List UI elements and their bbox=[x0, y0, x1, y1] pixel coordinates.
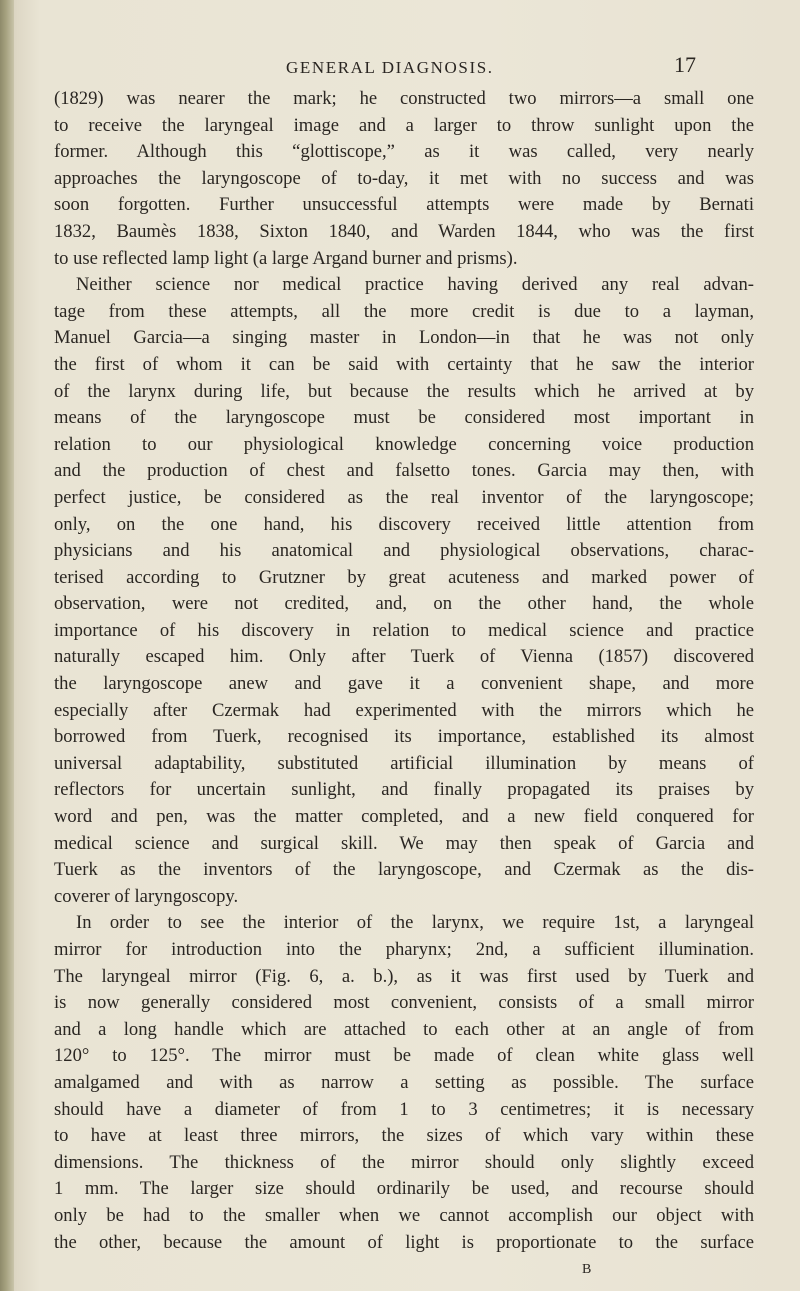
text-line: especially after Czermak had experimented with the mirrors which he bbox=[54, 699, 754, 721]
text-line: 1832, Baumès 1838, Sixton 1840, and Warden 1844, who was the first bbox=[54, 220, 754, 242]
page-binding-edge bbox=[0, 0, 14, 1291]
text-line: is now generally considered most convenient, consists of a small mirror bbox=[54, 992, 754, 1014]
text-line: the first of whom it can be said with certainty that he saw the interior bbox=[54, 353, 754, 375]
text-line: dimensions. The thickness of the mirror should only slightly exceed bbox=[54, 1151, 754, 1173]
text-line: Neither science nor medical practice having derived any real advan- bbox=[76, 274, 754, 296]
running-head bbox=[54, 52, 754, 82]
text-line: importance of his discovery in relation to medical science and practice bbox=[54, 619, 754, 641]
running-title: GENERAL DIAGNOSIS. bbox=[286, 58, 494, 77]
text-line: mirror for introduction into the pharynx; 2nd, a sufficient illumination. bbox=[54, 939, 754, 960]
text-line: and the production of chest and falsetto tones. Garcia may then, with bbox=[54, 460, 754, 482]
text-line: means of the laryngoscope must be considered most important in bbox=[54, 407, 754, 429]
text-line: only, on the one hand, his discovery received little attention from bbox=[54, 513, 754, 535]
text-line: borrowed from Tuerk, recognised its importance, established its almost bbox=[54, 726, 754, 748]
page-number: 17 bbox=[674, 52, 696, 77]
text-line: should have a diameter of from 1 to 3 centimetres; it is necessary bbox=[54, 1098, 754, 1120]
text-line: In order to see the interior of the larynx, we require 1st, a laryngeal bbox=[76, 912, 754, 934]
text-line: Tuerk as the inventors of the laryngoscope, and Czermak as the dis- bbox=[54, 859, 754, 881]
text-line: terised according to Grutzner by great acuteness and marked power of bbox=[54, 566, 754, 588]
text-line: naturally escaped him. Only after Tuerk of Vienna (1857) discovered bbox=[54, 646, 754, 668]
text-line: word and pen, was the matter completed, and a new field conquered for bbox=[54, 806, 754, 828]
text-line: to have at least three mirrors, the sizes of which vary within these bbox=[54, 1125, 754, 1147]
body-text bbox=[54, 86, 754, 1256]
text-line: medical science and surgical skill. We may then speak of Garcia and bbox=[54, 832, 754, 854]
text-line: 120° to 125°. The mirror must be made of clean white glass well bbox=[54, 1045, 754, 1067]
text-line: universal adaptability, substituted artificial illumination by means of bbox=[54, 752, 754, 774]
text-line: the other, because the amount of light is proportionate to the surface bbox=[54, 1231, 754, 1253]
text-line: 1 mm. The larger size should ordinarily be used, and recourse should bbox=[54, 1178, 754, 1200]
text-line: only be had to the smaller when we cannot accomplish our object with bbox=[54, 1204, 754, 1226]
text-line: approaches the laryngoscope of to-day, it met with no success and was bbox=[54, 167, 754, 189]
text-line: of the larynx during life, but because the results which he arrived at by bbox=[54, 380, 754, 402]
text-line: and a long handle which are attached to each other at an angle of from bbox=[54, 1018, 754, 1040]
signature-mark: B bbox=[582, 1262, 593, 1277]
text-line: tage from these attempts, all the more credit is due to a layman, bbox=[54, 300, 754, 322]
text-line: coverer of laryngoscopy. bbox=[54, 885, 239, 907]
text-line: reflectors for uncertain sunlight, and finally propagated its praises by bbox=[54, 779, 754, 801]
text-line: observation, were not credited, and, on the other hand, the whole bbox=[54, 593, 754, 615]
text-line: to receive the laryngeal image and a larger to throw sunlight upon the bbox=[54, 114, 754, 136]
text-line: (1829) was nearer the mark; he constructed two mirrors—a small one bbox=[54, 88, 754, 109]
text-line: perfect justice, be considered as the real inventor of the laryngoscope; bbox=[54, 486, 754, 508]
text-line: former. Although this “glottiscope,” as it was called, very nearly bbox=[54, 141, 754, 163]
text-line: the laryngoscope anew and gave it a convenient shape, and more bbox=[54, 673, 754, 695]
text-line: Manuel Garcia—a singing master in London—in that he was not only bbox=[54, 327, 754, 349]
text-line: to use reflected lamp light (a large Argand burner and prisms). bbox=[54, 247, 518, 269]
text-line: physicians and his anatomical and physiological observations, charac- bbox=[54, 540, 754, 562]
text-line: relation to our physiological knowledge concerning voice production bbox=[54, 433, 754, 455]
text-line: soon forgotten. Further unsuccessful attempts were made by Bernati bbox=[54, 194, 754, 216]
text-line: The laryngeal mirror (Fig. 6, a. b.), as it was first used by Tuerk and bbox=[54, 965, 754, 987]
text-line: amalgamed and with as narrow a setting as possible. The surface bbox=[54, 1071, 754, 1093]
